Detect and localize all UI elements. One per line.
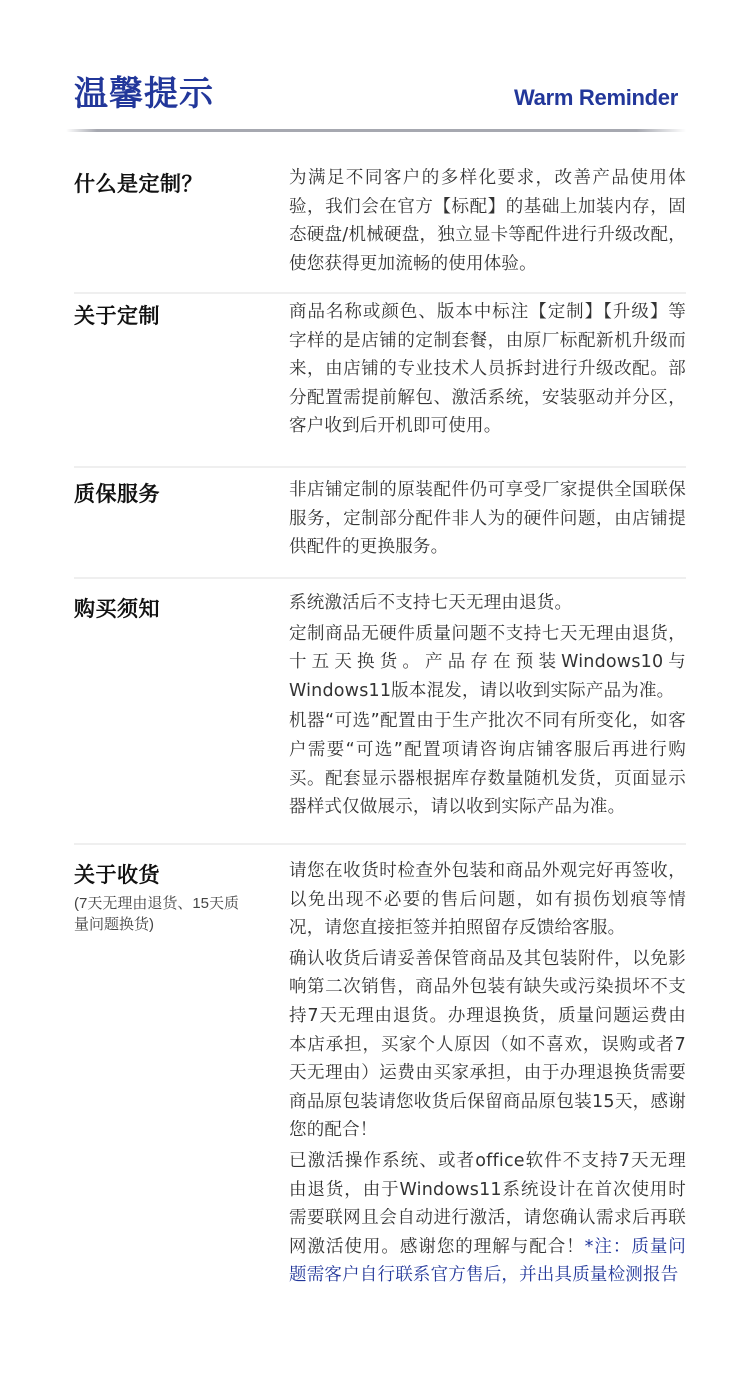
section-paragraph: 商品名称或颜色、版本中标注【定制】【升级】等字样的是店铺的定制套餐，由原厂标配新机升级而来，由店铺的专业技术人员拆封进行升级改配。部分配置需提前解包、激活系统，安装驱动并分区，客户收到后开机即可使用。	[289, 302, 686, 437]
section-body	[289, 476, 686, 577]
page-subtitle-english: Warm Reminder	[514, 85, 678, 110]
section-purchase-notice	[74, 579, 686, 845]
section-paragraph: 机器“可选”配置由于生产批次不同有所变化，如客户需要“可选”配置项请咨询店铺客服后再进行购买。配套显示器根据库存数量随机发货，页面显示器样式仅做展示，请以收到实际产品为准。	[289, 711, 686, 818]
section-paragraph-with-note	[289, 1147, 686, 1290]
header-divider	[66, 129, 686, 132]
page-header	[74, 70, 678, 120]
section-label-column	[74, 298, 289, 466]
section-body	[289, 589, 686, 843]
section-paragraph: 为满足不同客户的多样化要求，改善产品使用体验，我们会在官方【标配】的基础上加装内存，固态硬盘/机械硬盘，独立显卡等配件进行升级改配，使您获得更加流畅的使用体验。	[289, 168, 686, 274]
section-paragraph: 定制商品无硬件质量问题不支持七天无理由退货，十五天换货。产品存在预装Windows10与Windows11版本混发，请以收到实际产品为准。	[289, 623, 686, 701]
page-title: 温馨提示	[74, 74, 214, 114]
section-paragraph: 请您在收货时检查外包装和商品外观完好再签收，以免出现不必要的售后问题，如有损伤划痕等情况，请您直接拒签并拍照留存反馈给客服。	[289, 861, 686, 939]
section-heading: 什么是定制？	[74, 172, 203, 196]
quality-note: *注：质量问题需客户自行联系官方售后，并出具质量检测报告	[289, 1236, 686, 1286]
section-subheading: (7天无理由退货、15天质量问题换货)	[74, 895, 240, 933]
section-heading: 关于定制	[74, 304, 160, 328]
section-label-column	[74, 162, 289, 292]
section-paragraph-text: 已激活操作系统、或者office软件不支持7天无理由退货，由于Windows11系统设计在首次使用时需要联网且会自动进行激活，请您确认需求后再联网激活使用。感谢您的理解与配合！	[289, 1150, 686, 1257]
section-heading: 购买须知	[74, 597, 160, 621]
section-label-column	[74, 589, 289, 843]
section-about-custom	[74, 294, 686, 468]
section-paragraph: 系统激活后不支持七天无理由退货。	[289, 593, 573, 613]
section-warranty-service	[74, 468, 686, 579]
reminder-sections	[74, 160, 686, 1327]
section-label-column	[74, 476, 289, 577]
section-label-column	[74, 857, 289, 1327]
section-what-is-custom	[74, 160, 686, 294]
section-paragraph: 非店铺定制的原装配件仍可享受厂家提供全国联保服务，定制部分配件非人为的硬件问题，由店铺提供配件的更换服务。	[289, 480, 686, 558]
section-paragraph: 确认收货后请妥善保管商品及其包装附件，以免影响第二次销售，商品外包装有缺失或污染损坏不支持7天无理由退货。办理退换货，质量问题运费由本店承担，买家个人原因（如不喜欢，误购或者7天无理由）运费由买家承担，由于办理退换货需要商品原包装请您收货后保留商品原包装15天，感谢您的配合！	[289, 948, 686, 1141]
section-body	[289, 298, 686, 466]
section-body	[289, 162, 686, 292]
section-heading: 质保服务	[74, 482, 160, 506]
section-heading: 关于收货	[74, 863, 160, 887]
section-about-receiving	[74, 845, 686, 1327]
section-body	[289, 857, 686, 1327]
